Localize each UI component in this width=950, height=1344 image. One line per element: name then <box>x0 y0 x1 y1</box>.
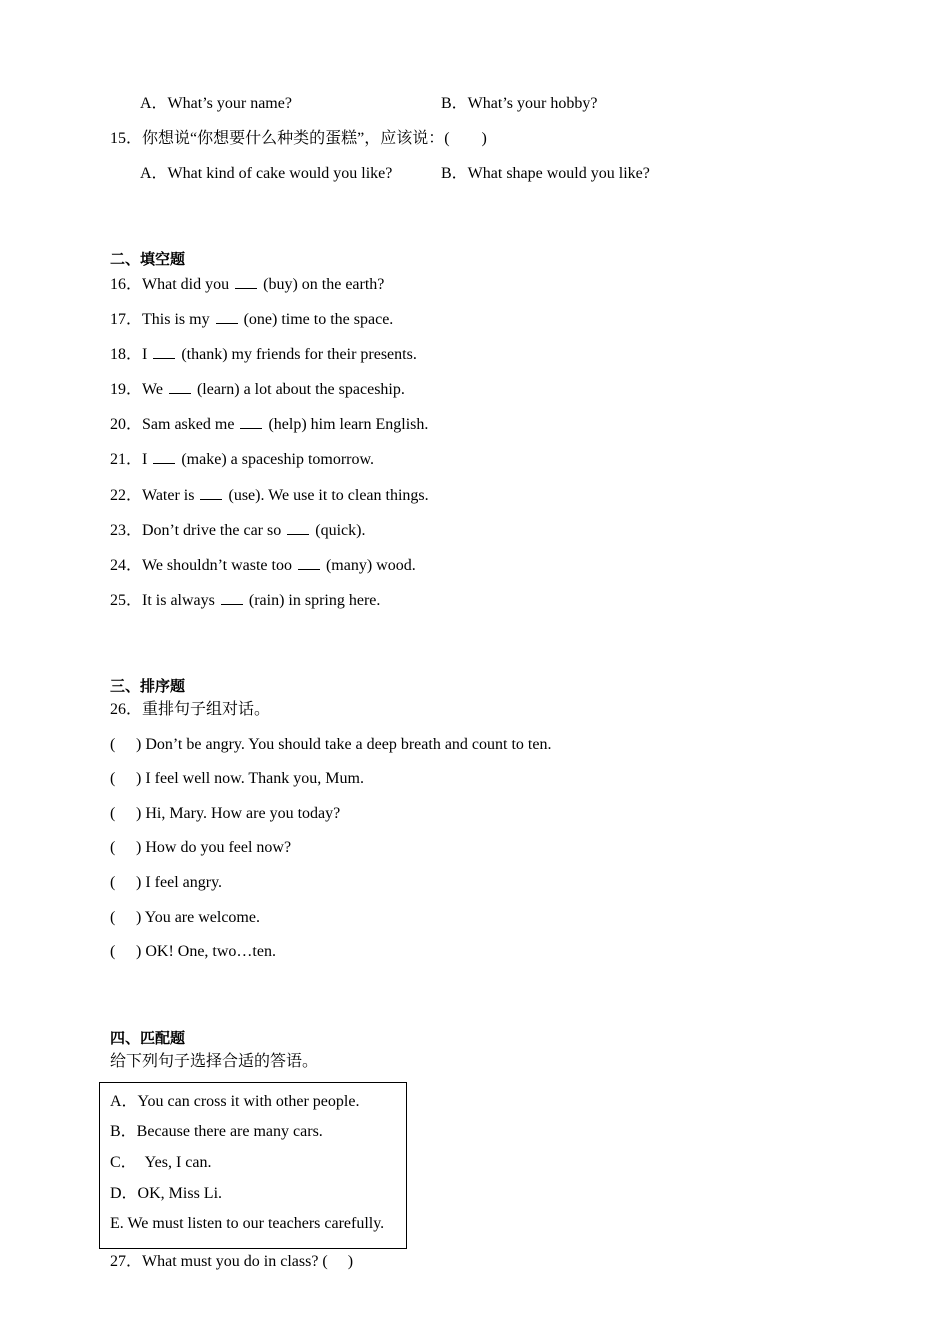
q20-post: (help) him learn English. <box>268 416 429 433</box>
order-text: ) OK! One, two…ten. <box>136 943 276 960</box>
q18-pre: 18．I <box>110 346 148 363</box>
q19 <box>110 379 405 400</box>
q24 <box>110 555 416 576</box>
q21 <box>110 449 374 470</box>
order-item <box>110 804 340 824</box>
q25-pre: 25．It is always <box>110 592 215 609</box>
blank <box>200 485 222 500</box>
order-text: ) Don’t be angry. You should take a deep breath and count to ten. <box>136 736 552 753</box>
blank <box>235 274 257 289</box>
q16-post: (buy) on the earth? <box>263 276 385 293</box>
q15-option-b: B．What shape would you like? <box>441 165 650 182</box>
order-text: ) I feel well now. Thank you, Mum. <box>136 770 364 787</box>
order-item <box>110 942 276 962</box>
q15-stem: 15．你想说“你想要什么种类的蛋糕”，应该说：( ) <box>110 130 487 147</box>
order-item <box>110 873 222 893</box>
q17 <box>110 309 393 330</box>
q24-post: (many) wood. <box>325 557 416 574</box>
blank <box>169 379 191 394</box>
order-item <box>110 838 291 858</box>
q15-option-a: A．What kind of cake would you like? <box>140 165 393 182</box>
q16-pre: 16．What did you <box>110 276 230 293</box>
blank <box>153 449 175 464</box>
q17-pre: 17．This is my <box>110 311 210 328</box>
match-option-b: B．Because there are many cars. <box>110 1123 323 1140</box>
q16 <box>110 274 384 295</box>
q23-pre: 23．Don’t drive the car so <box>110 522 282 539</box>
answer-options-box <box>99 1082 407 1249</box>
blank <box>216 309 238 324</box>
blank <box>153 344 175 359</box>
order-open-paren: ( <box>110 943 116 960</box>
section-4-heading: 四、匹配题 <box>110 1029 186 1047</box>
q27: 27．What must you do in class? ( ) <box>110 1253 354 1270</box>
matching-instruction: 给下列句子选择合适的答语。 <box>110 1053 319 1070</box>
q23-post: (quick). <box>315 522 366 539</box>
q19-post: (learn) a lot about the spaceship. <box>196 381 405 398</box>
q20-pre: 20．Sam asked me <box>110 416 235 433</box>
q21-pre: 21．I <box>110 451 148 468</box>
order-open-paren: ( <box>110 909 116 926</box>
order-text: ) You are welcome. <box>136 909 260 926</box>
q14-option-a: A．What’s your name? <box>140 95 292 112</box>
q23 <box>110 520 365 541</box>
q19-pre: 19．We <box>110 381 163 398</box>
match-option-a: A．You can cross it with other people. <box>110 1093 360 1110</box>
q24-pre: 24．We shouldn’t waste too <box>110 557 292 574</box>
q22 <box>110 485 429 506</box>
blank <box>298 555 320 570</box>
q25-post: (rain) in spring here. <box>248 592 381 609</box>
order-text: ) I feel angry. <box>136 874 223 891</box>
q21-post: (make) a spaceship tomorrow. <box>181 451 375 468</box>
match-option-d: D．OK, Miss Li. <box>110 1185 223 1202</box>
match-option-e: E. We must listen to our teachers carefully. <box>110 1215 385 1232</box>
order-item <box>110 908 260 928</box>
section-3-heading: 三、排序题 <box>110 677 186 695</box>
order-item <box>110 769 364 789</box>
order-open-paren: ( <box>110 770 116 787</box>
order-open-paren: ( <box>110 736 116 753</box>
order-open-paren: ( <box>110 839 116 856</box>
q14-option-b: B．What’s your hobby? <box>441 95 598 112</box>
q20 <box>110 414 428 435</box>
q25 <box>110 590 380 611</box>
order-open-paren: ( <box>110 874 116 891</box>
section-2-heading: 二、填空题 <box>110 250 186 268</box>
order-open-paren: ( <box>110 805 116 822</box>
q18-post: (thank) my friends for their presents. <box>181 346 417 363</box>
match-option-c: C． Yes, I can. <box>110 1154 212 1171</box>
q17-post: (one) time to the space. <box>243 311 394 328</box>
q22-pre: 22．Water is <box>110 487 195 504</box>
blank <box>287 520 309 535</box>
order-text: ) Hi, Mary. How are you today? <box>136 805 341 822</box>
q26-instruction: 26．重排句子组对话。 <box>110 701 271 718</box>
order-item <box>110 735 551 755</box>
q22-post: (use). We use it to clean things. <box>228 487 429 504</box>
order-text: ) How do you feel now? <box>136 839 292 856</box>
q18 <box>110 344 417 365</box>
blank <box>240 414 262 429</box>
blank <box>221 590 243 605</box>
